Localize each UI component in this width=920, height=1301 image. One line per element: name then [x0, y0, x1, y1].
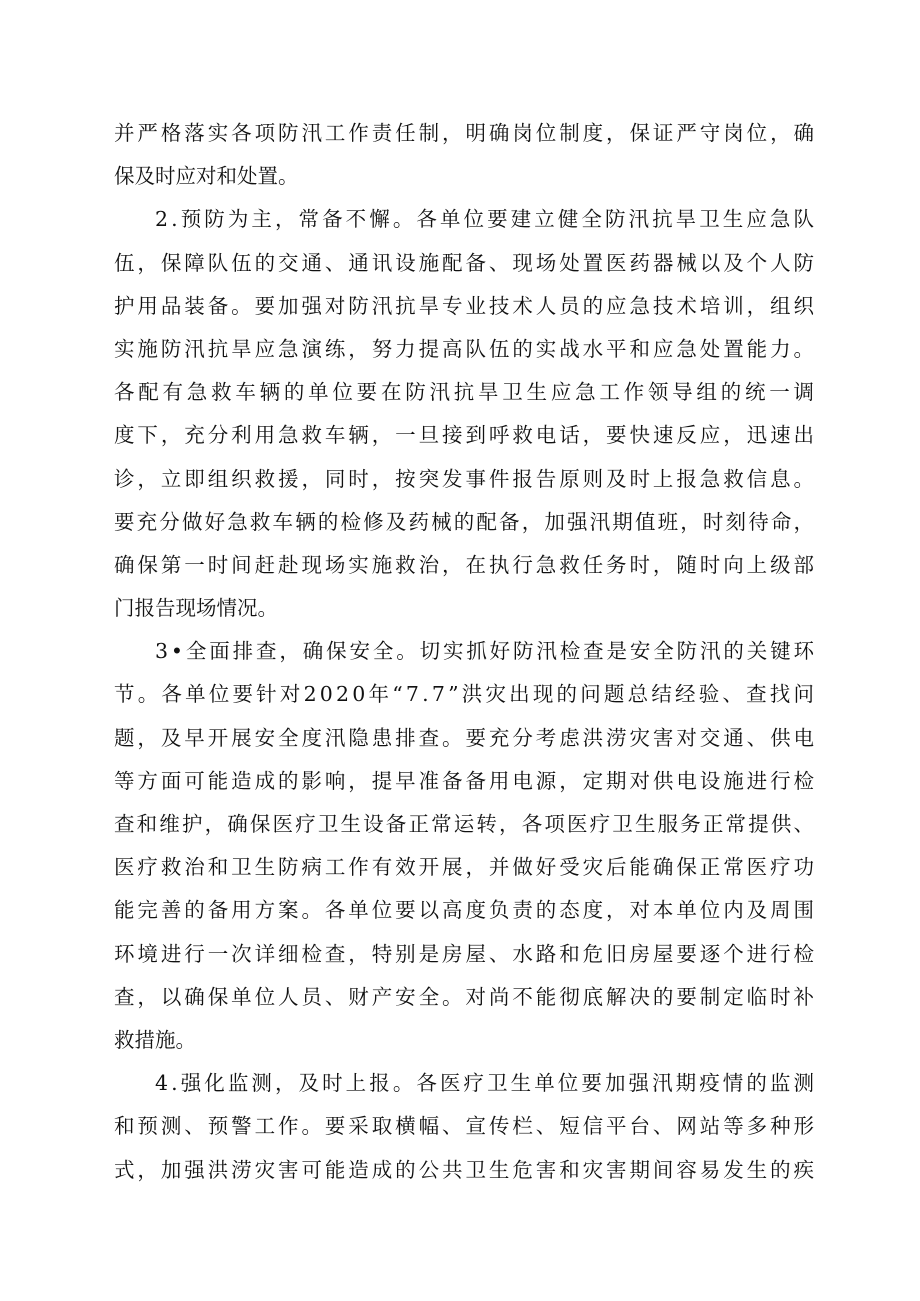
text-line-15: 题，及早开展安全度汛隐患排查。要充分考虑洪涝灾害对交通、供电 [114, 725, 817, 750]
text-line-20: 环境进行一次详细检查，特别是房屋、水路和危旧房屋要逐个进行检 [114, 941, 817, 966]
text-line-24: 和预测、预警工作。要采取横幅、宣传栏、短信平台、网站等多种形 [114, 1114, 817, 1139]
text-line-19: 能完善的备用方案。各单位要以高度负责的态度，对本单位内及周围 [114, 898, 817, 923]
text-line-11: 确保第一时间赶赴现场实施救治，在执行急救任务时，随时向上级部 [114, 552, 817, 577]
text-line-9: 诊，立即组织救援，同时，按突发事件报告原则及时上报急救信息。 [114, 466, 817, 491]
text-line-25: 式，加强洪涝灾害可能造成的公共卫生危害和灾害期间容易发生的疾 [114, 1157, 817, 1182]
text-line-10: 要充分做好急救车辆的检修及药械的配备，加强汛期值班，时刻待命， [114, 509, 817, 534]
text-line-7: 各配有急救车辆的单位要在防汛抗旱卫生应急工作领导组的统一调 [114, 380, 818, 405]
text-line-18: 医疗救治和卫生防病工作有效开展，并做好受灾后能确保正常医疗功 [114, 855, 817, 880]
text-line-21: 查，以确保单位人员、财产安全。对尚不能彻底解决的要制定临时补 [114, 984, 817, 1009]
text-line-23: 4.强化监测，及时上报。各医疗卫生单位要加强汛期疫情的监测 [155, 1071, 818, 1096]
text-line-13: 3•全面排查，确保安全。切实抓好防汛检查是安全防汛的关键环 [155, 639, 817, 664]
text-line-22: 救措施。 [114, 1027, 196, 1052]
text-line-5: 护用品装备。要加强对防汛抗旱专业技术人员的应急技术培训，组织 [114, 293, 817, 318]
text-line-1: 并严格落实各项防汛工作责任制，明确岗位制度，保证严守岗位，确 [114, 121, 817, 145]
text-line-14: 节。各单位要针对2020年“7.7”洪灾出现的问题总结经验、查找问 [114, 682, 818, 707]
text-line-3: 2.预防为主，常备不懈。各单位要建立健全防汛抗旱卫生应急队 [155, 207, 818, 232]
text-line-6: 实施防汛抗旱应急演练，努力提高队伍的实战水平和应急处置能力。 [114, 336, 817, 361]
text-line-2: 保及时应对和处置。 [114, 164, 299, 189]
text-line-16: 等方面可能造成的影响，提早准备备用电源，定期对供电设施进行检 [114, 768, 817, 793]
text-line-17: 查和维护，确保医疗卫生设备正常运转，各项医疗卫生服务正常提供、 [114, 812, 817, 836]
text-line-4: 伍，保障队伍的交通、通讯设施配备、现场处置医药器械以及个人防 [114, 250, 817, 275]
document-page [114, 112, 818, 1192]
text-line-8: 度下，充分利用急救车辆，一旦接到呼救电话，要快速反应，迅速出 [114, 423, 817, 448]
text-line-12: 门报告现场情况。 [114, 596, 278, 621]
